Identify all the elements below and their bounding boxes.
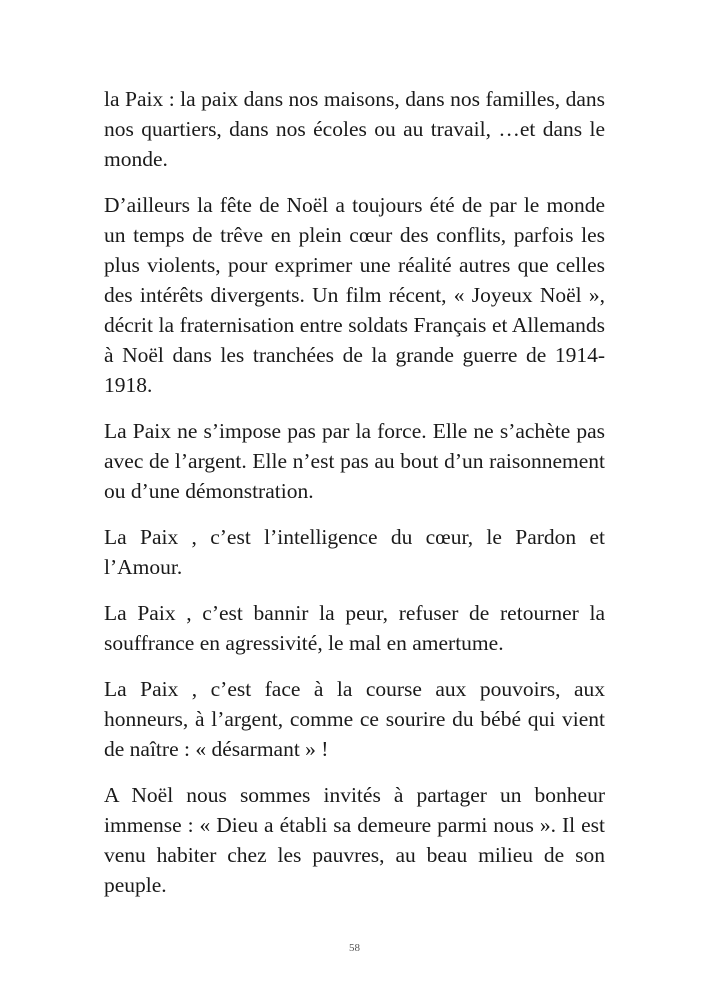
paragraph-3: La Paix ne s’impose pas par la force. Elle ne s’achète pas avec de l’argent. Elle n’est pas au bout d’un raisonnement ou d’une démonstration.: [104, 419, 605, 503]
paragraph-5: La Paix , c’est bannir la peur, refuser de retourner la souffrance en agressivité, le mal en amertume.: [104, 601, 605, 655]
body-text: [104, 84, 605, 916]
paragraph-6: La Paix , c’est face à la course aux pouvoirs, aux honneurs, à l’argent, comme ce sourire du bébé qui vient de naître : « désarmant » !: [104, 677, 605, 761]
paragraph-1: la Paix : la paix dans nos maisons, dans nos familles, dans nos quartiers, dans nos écoles ou au travail, …et dans le monde.: [104, 87, 605, 171]
paragraph-2: D’ailleurs la fête de Noël a toujours été de par le monde un temps de trêve en plein cœur des conflits, parfois les plus violents, pour exprimer une réalité autres que celles des intérêts divergents. Un film récent, « Joyeux Noël », décrit la fraternisation entre soldats Français et Allemands à Noël dans les tranchées de la grande guerre de 1914-1918.: [104, 193, 605, 397]
page-number: 58: [349, 942, 360, 954]
paragraph-7: A Noël nous sommes invités à partager un bonheur immense : « Dieu a établi sa demeure parmi nous ». Il est venu habiter chez les pauvres, au beau milieu de son peuple.: [104, 783, 605, 897]
paragraph-4: La Paix , c’est l’intelligence du cœur, le Pardon et l’Amour.: [104, 525, 605, 579]
